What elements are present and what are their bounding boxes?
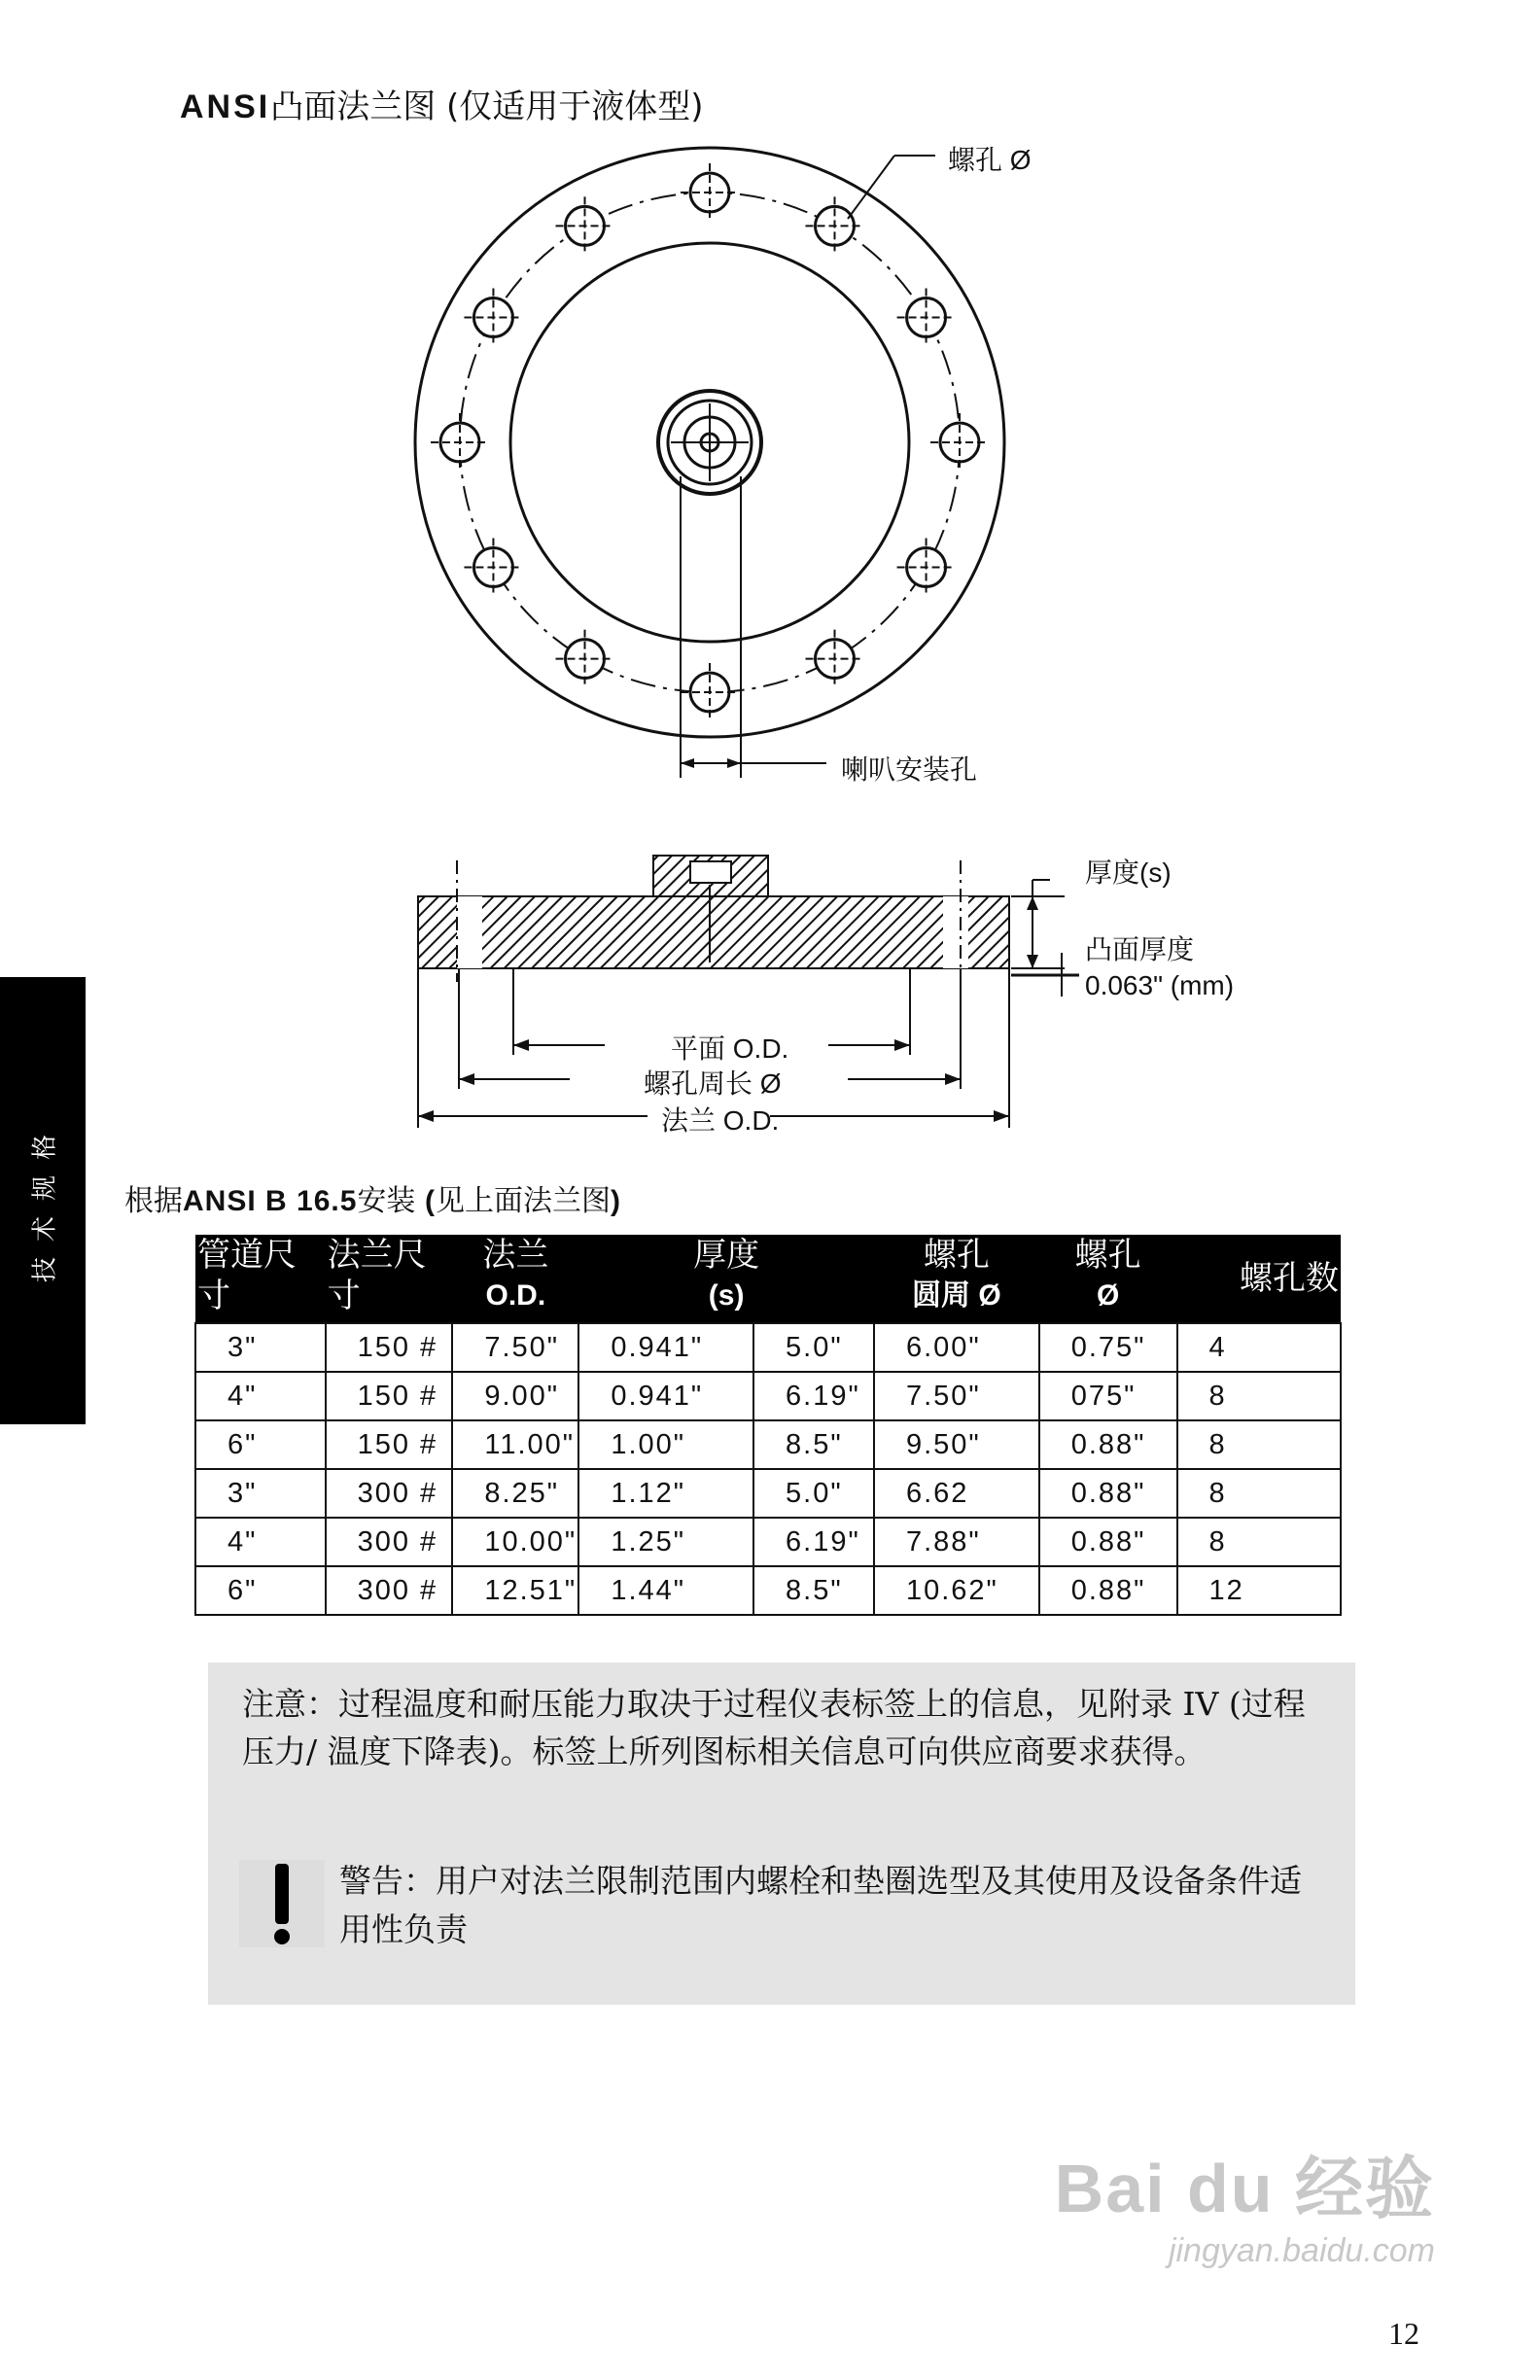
section-title: 根据ANSI B 16.5安装 (见上面法兰图) bbox=[124, 1184, 621, 1218]
table-cell: 0.75" bbox=[1039, 1323, 1177, 1372]
flange-top-view bbox=[389, 136, 1089, 797]
thickness-label: 厚度(s) bbox=[1085, 858, 1172, 888]
table-cell: 7.50" bbox=[874, 1372, 1039, 1420]
table-cell: 150 # bbox=[326, 1323, 453, 1372]
table-cell: 300 # bbox=[326, 1518, 453, 1566]
table-row bbox=[195, 1518, 1341, 1566]
table-cell: 1.25" bbox=[578, 1518, 753, 1566]
table-cell: 8.5" bbox=[753, 1566, 874, 1615]
table-row bbox=[195, 1469, 1341, 1518]
side-tab: 技术规格 bbox=[0, 977, 86, 1424]
flange-spec-table bbox=[194, 1235, 1342, 1616]
table-cell: 8 bbox=[1177, 1469, 1341, 1518]
table-cell: 10.62" bbox=[874, 1566, 1039, 1615]
table-cell: 0.88" bbox=[1039, 1566, 1177, 1615]
header-bolt-circle: 螺孔 圆周 Ø bbox=[874, 1235, 1039, 1323]
face-od-label: 平面 O.D. bbox=[671, 1033, 789, 1064]
header-thickness: 厚度 (s) bbox=[578, 1235, 874, 1323]
table-cell: 4" bbox=[195, 1372, 326, 1420]
table-cell: 6.19" bbox=[753, 1372, 874, 1420]
header-flange-size: 法兰尺寸 bbox=[326, 1235, 453, 1323]
watermark bbox=[1055, 2134, 1435, 2270]
table-cell: 5.0" bbox=[753, 1469, 874, 1518]
table-cell: 12.51" bbox=[452, 1566, 578, 1615]
header-bolt-count: 螺孔数 bbox=[1177, 1235, 1341, 1323]
table-cell: 7.88" bbox=[874, 1518, 1039, 1566]
table-cell: 0.941" bbox=[578, 1372, 753, 1420]
raised-face-label: 凸面厚度 bbox=[1085, 934, 1195, 964]
table-cell: 3" bbox=[195, 1469, 326, 1518]
table-cell: 4 bbox=[1177, 1323, 1341, 1372]
table-cell: 8 bbox=[1177, 1518, 1341, 1566]
table-cell: 3" bbox=[195, 1323, 326, 1372]
table-cell: 0.88" bbox=[1039, 1518, 1177, 1566]
table-cell: 150 # bbox=[326, 1372, 453, 1420]
bolt-circle-label: 螺孔周长 Ø bbox=[644, 1068, 782, 1099]
note-box bbox=[208, 1662, 1355, 2005]
table-row bbox=[195, 1323, 1341, 1372]
table-cell: 075" bbox=[1039, 1372, 1177, 1420]
table-cell: 5.0" bbox=[753, 1323, 874, 1372]
table-cell: 300 # bbox=[326, 1566, 453, 1615]
table-cell: 6" bbox=[195, 1420, 326, 1469]
table-cell: 10.00" bbox=[452, 1518, 578, 1566]
header-pipe-size: 管道尺寸 bbox=[195, 1235, 326, 1323]
table-cell: 7.50" bbox=[452, 1323, 578, 1372]
table-cell: 1.12" bbox=[578, 1469, 753, 1518]
watermark-brand: Bai du 经验 bbox=[1054, 2151, 1435, 2226]
table-row bbox=[195, 1420, 1341, 1469]
table-header bbox=[195, 1235, 1341, 1323]
table-cell: 6" bbox=[195, 1566, 326, 1615]
table-cell: 1.44" bbox=[578, 1566, 753, 1615]
table-cell: 6.62 bbox=[874, 1469, 1039, 1518]
page-number: 12 bbox=[1388, 2316, 1419, 2351]
table-cell: 4" bbox=[195, 1518, 326, 1566]
table-row bbox=[195, 1566, 1341, 1615]
table-cell: 1.00" bbox=[578, 1420, 753, 1469]
table-cell: 8.25" bbox=[452, 1469, 578, 1518]
exclamation-icon bbox=[239, 1860, 325, 1947]
table-row bbox=[195, 1372, 1341, 1420]
warning-text: 警告：用户对法兰限制范围内螺栓和垫圈选型及其使用及设备条件适用性负责 bbox=[339, 1862, 1302, 1948]
table-cell: 0.88" bbox=[1039, 1469, 1177, 1518]
table-cell: 0.88" bbox=[1039, 1420, 1177, 1469]
table-cell: 12 bbox=[1177, 1566, 1341, 1615]
table-cell: 0.941" bbox=[578, 1323, 753, 1372]
header-bolt-hole: 螺孔 Ø bbox=[1039, 1235, 1177, 1323]
table-cell: 8 bbox=[1177, 1372, 1341, 1420]
horn-hole-label: 喇叭安装孔 bbox=[841, 754, 978, 785]
table-cell: 11.00" bbox=[452, 1420, 578, 1469]
bolt-hole-label: 螺孔 Ø bbox=[948, 145, 1032, 175]
note-text: 注意：过程温度和耐压能力取决于过程仪表标签上的信息，见附录 IV (过程压力/ 温度下降表)。标签上所列图标相关信息可向供应商要求获得。 bbox=[242, 1685, 1306, 1770]
table-cell: 150 # bbox=[326, 1420, 453, 1469]
header-flange-od: 法兰 O.D. bbox=[452, 1235, 578, 1323]
table-cell: 8.5" bbox=[753, 1420, 874, 1469]
table-cell: 8 bbox=[1177, 1420, 1341, 1469]
table-cell: 300 # bbox=[326, 1469, 453, 1518]
flange-od-label: 法兰 O.D. bbox=[661, 1105, 780, 1136]
raised-face-value: 0.063" (mm) bbox=[1085, 970, 1235, 1000]
table-cell: 6.19" bbox=[753, 1518, 874, 1566]
table-cell: 9.00" bbox=[452, 1372, 578, 1420]
table-cell: 6.00" bbox=[874, 1323, 1039, 1372]
watermark-url: jingyan.baidu.com bbox=[1168, 2232, 1435, 2269]
page-title: ANSI凸面法兰图 (仅适用于液体型) bbox=[180, 88, 704, 126]
table-cell: 9.50" bbox=[874, 1420, 1039, 1469]
